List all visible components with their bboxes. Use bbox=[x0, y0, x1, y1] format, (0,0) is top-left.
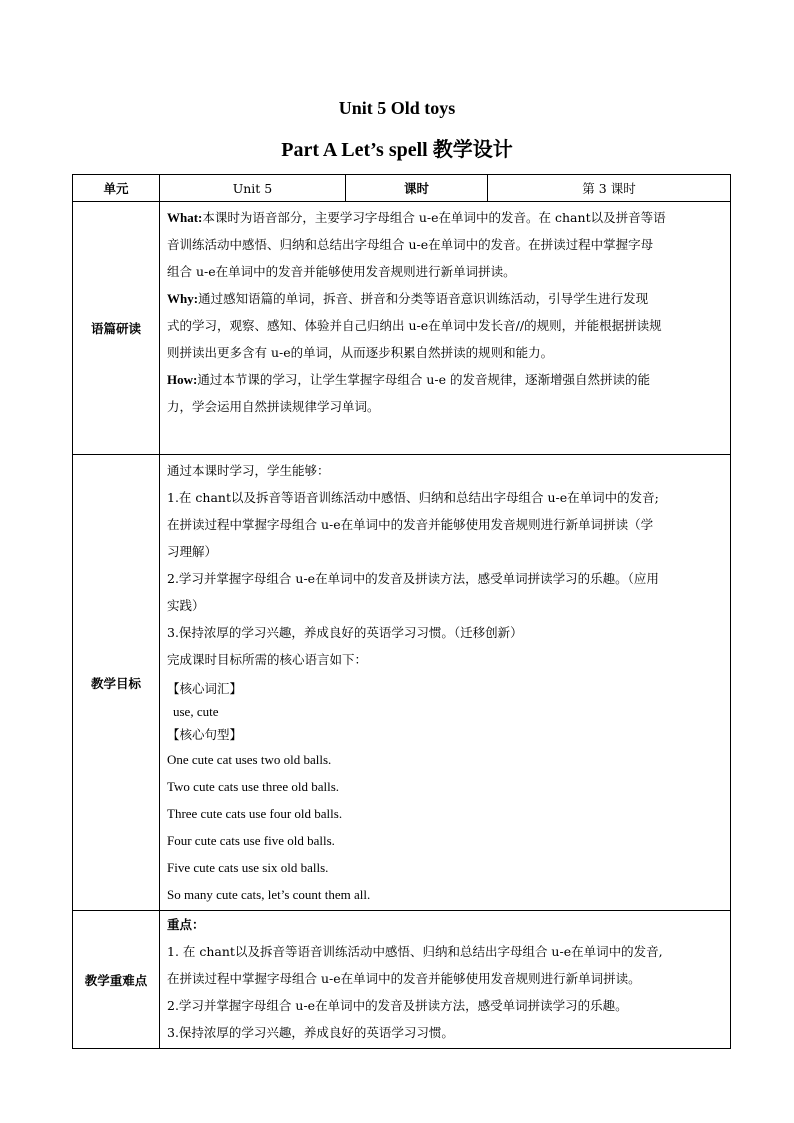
document-subtitle: Part A Let’s spell 教学设计 bbox=[281, 139, 513, 161]
why-text-1: 通过感知语篇的单词，拆音、拼音和分类等语音意识训练活动，引导学生进行发现 bbox=[198, 291, 649, 306]
sentence-3: Three cute cats use four old balls. bbox=[167, 806, 343, 821]
header-row bbox=[73, 175, 731, 202]
why-line-2: 式的学习，观察、感知、体验并自己归纳出 u-e在单词中发长音//的规则，并能根据拼读规 bbox=[167, 318, 662, 333]
keypoints-row bbox=[73, 911, 731, 1049]
reading-label: 语篇研读 bbox=[73, 202, 160, 455]
goal-1-line-3: 习理解） bbox=[167, 544, 218, 559]
keypoints-heading: 重点： bbox=[167, 917, 205, 932]
sentence-4: Four cute cats use five old balls. bbox=[167, 833, 335, 848]
header-unit-value: Unit 5 bbox=[160, 175, 346, 202]
goal-2-line-1: 2.学习并掌握字母组合 u-e在单词中的发音及拼读方法，感受单词拼读学习的乐趣。（应用 bbox=[167, 571, 659, 586]
sentence-2: Two cute cats use three old balls. bbox=[167, 779, 340, 794]
sentence-6: So many cute cats, let’s count them all. bbox=[167, 887, 371, 902]
goal-1-line-1: 1.在 chant以及拆音等语音训练活动中感悟、归纳和总结出字母组合 u-e在单词中的发音; bbox=[167, 490, 659, 505]
reading-content bbox=[160, 202, 731, 455]
goals-row bbox=[73, 455, 731, 911]
keypoint-line-2: 在拼读过程中掌握字母组合 u-e在单词中的发音并能够使用发音规则进行新单词拼读。 bbox=[167, 971, 641, 986]
what-line-1 bbox=[167, 204, 724, 231]
document-title: Unit 5 Old toys bbox=[338, 98, 456, 118]
keypoint-line-3: 2.学习并掌握字母组合 u-e在单词中的发音及拼读方法，感受单词拼读学习的乐趣。 bbox=[167, 998, 628, 1013]
sentence-5: Five cute cats use six old balls. bbox=[167, 860, 329, 875]
what-lead: What: bbox=[167, 210, 203, 225]
core-language-intro: 完成课时目标所需的核心语言如下： bbox=[167, 652, 368, 667]
what-text-1: 本课时为语音部分，主要学习字母组合 u-e在单词中的发音。在 chant以及拼音等语 bbox=[202, 210, 666, 225]
why-lead: Why: bbox=[167, 291, 199, 306]
how-line-2: 力，学会运用自然拼读规律学习单词。 bbox=[167, 399, 380, 414]
header-unit-label: 单元 bbox=[73, 175, 160, 202]
header-period-value: 第 3 课时 bbox=[488, 175, 731, 202]
how-lead: How: bbox=[167, 372, 198, 387]
keypoint-line-4: 3.保持浓厚的学习兴趣，养成良好的英语学习习惯。 bbox=[167, 1025, 454, 1040]
goal-1-line-2: 在拼读过程中掌握字母组合 u-e在单词中的发音并能够使用发音规则进行新单词拼读（学 bbox=[167, 517, 654, 532]
goal-2-line-2: 实践） bbox=[167, 598, 205, 613]
why-line-1 bbox=[167, 285, 724, 312]
header-period-label: 课时 bbox=[346, 175, 488, 202]
keypoints-content bbox=[160, 911, 731, 1049]
reading-row bbox=[73, 202, 731, 455]
keypoint-line-1: 1. 在 chant以及拆音等语音训练活动中感悟、归纳和总结出字母组合 u-e在单词中的发音, bbox=[167, 944, 663, 959]
goal-3: 3.保持浓厚的学习兴趣，养成良好的英语学习习惯。（迁移创新） bbox=[167, 625, 523, 640]
goals-content bbox=[160, 455, 731, 911]
keypoints-label: 教学重难点 bbox=[73, 911, 160, 1049]
goals-label: 教学目标 bbox=[73, 455, 160, 911]
what-line-3: 组合 u-e在单词中的发音并能够使用发音规则进行新单词拼读。 bbox=[167, 264, 516, 279]
goals-intro: 通过本课时学习，学生能够： bbox=[167, 463, 330, 478]
sentence-heading: 【核心句型】 bbox=[167, 727, 243, 742]
lesson-plan-table bbox=[72, 174, 731, 1049]
what-line-2: 音训练活动中感悟、归纳和总结出字母组合 u-e在单词中的发音。在拼读过程中掌握字母 bbox=[167, 237, 654, 252]
how-line-1 bbox=[167, 366, 724, 393]
how-text-1: 通过本节课的学习，让学生掌握字母组合 u-e 的发音规律，逐渐增强自然拼读的能 bbox=[197, 372, 650, 387]
why-line-3: 则拼读出更多含有 u-e的单词，从而逐步积累自然拼读的规则和能力。 bbox=[167, 345, 554, 360]
vocab-list: use, cute bbox=[173, 704, 219, 719]
sentence-1: One cute cat uses two old balls. bbox=[167, 752, 332, 767]
vocab-heading: 【核心词汇】 bbox=[167, 681, 243, 696]
